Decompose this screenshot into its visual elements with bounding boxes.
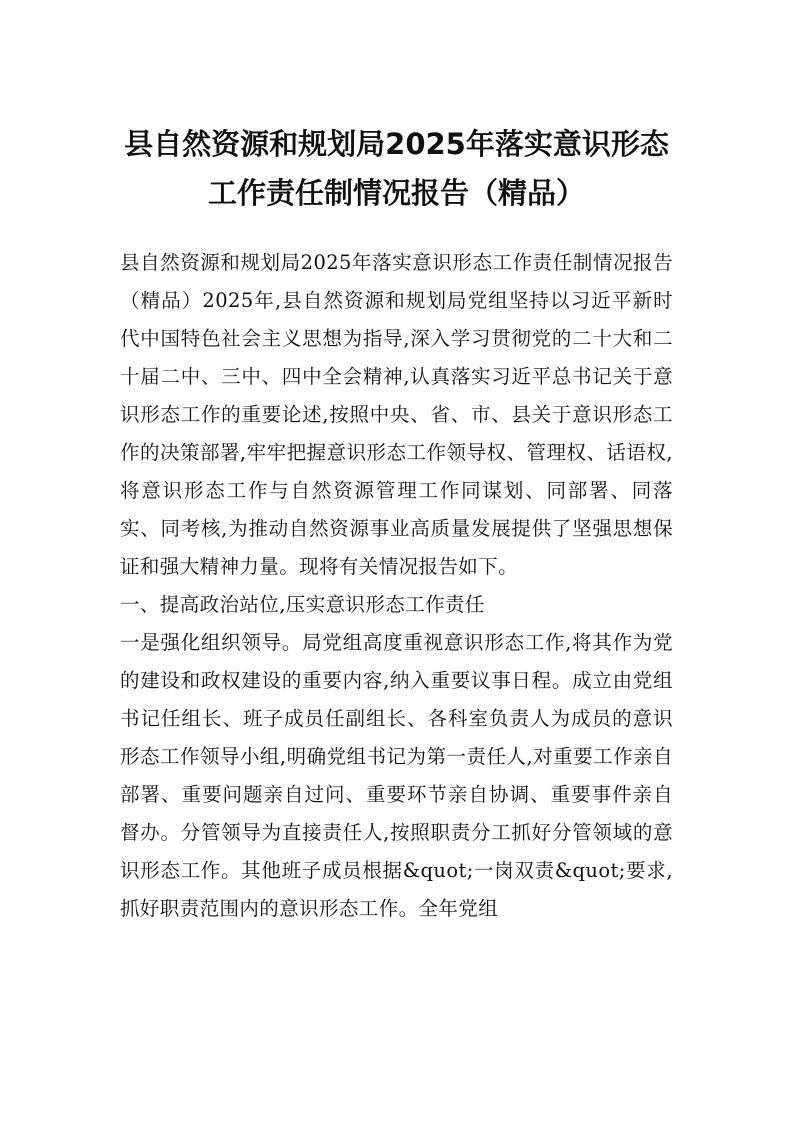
document-body — [120, 244, 673, 928]
intro-paragraph: 县自然资源和规划局2025年落实意识形态工作责任制情况报告（精品）2025年,县自然资源和规划局党组坚持以习近平新时代中国特色社会主义思想为指导,深入学习贯彻党的二十大和二十届二中、三中、四中全会精神,认真落实习近平总书记关于意识形态工作的重要论述,按照中央、省、市、县关于意识形态工作的决策部署,牢牢把握意识形态工作领导权、管理权、话语权,将意识形态工作与自然资源管理工作同谋划、同部署、同落实、同考核,为推动自然资源事业高质量发展提供了坚强思想保证和强大精神力量。现将有关情况报告如下。 — [120, 251, 673, 578]
body-paragraph-1: 一是强化组织领导。局党组高度重视意识形态工作,将其作为党的建设和政权建设的重要内容,纳入重要议事日程。成立由党组书记任组长、班子成员任副组长、各科室负责人为成员的意识形态工作领导小组,明确党组书记为第一责任人,对重要工作亲自部署、重要问题亲自过问、重要环节亲自协调、重要事件亲自督办。分管领导为直接责任人,按照职责分工抓好分管领域的意识形态工作。其他班子成员根据&quot;一岗双责&quot;要求,抓好职责范围内的意识形态工作。全年党组 — [120, 631, 673, 920]
document-title-line-1: 县自然资源和规划局2025年落实意识形态 — [124, 127, 669, 161]
document-title-line-2: 工作责任制情况报告（精品） — [207, 176, 585, 210]
section-heading-1: 一、提高政治站位,压实意识形态工作责任 — [120, 593, 485, 616]
